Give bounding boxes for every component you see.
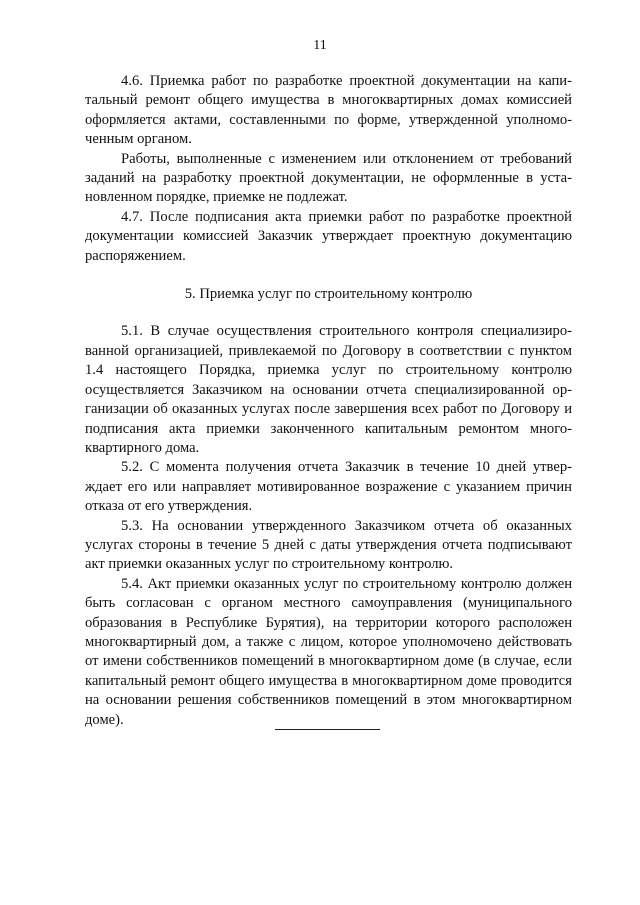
section-heading: 5. Приемка услуг по строительному контролю (184, 286, 473, 303)
paragraph-5-2: 5.2. С момента получения отчета Заказчик в течение 10 дней утверждает его или направляет мотивированное возражение с указанием причин отказа от его утверждения. (85, 459, 572, 515)
paragraph-5-3: 5.3. На основании утвержденного Заказчиком отчета об оказанных услугах стороны в течение 5 дней с даты утверждения отчета подписывают акт приемки оказанных услуг по строительному контролю. (85, 517, 572, 573)
paragraph-4-6-works: Работы, выполненные с изменением или отклонением от требований заданий на разработку проектной документации, не оформленные в установленном порядке, приемке не подлежат. (85, 150, 572, 206)
page-number: 11 (313, 38, 327, 53)
paragraph-4-6: 4.6. Приемка работ по разработке проектной документации на капитальный ремонт общего имущества в многоквартирных домах комиссией оформляется актами, составленными по форме, утвержденной уполномоченным органом. (85, 73, 572, 148)
paragraph-5-1: 5.1. В случае осуществления строительного контроля специализированной организацией, привлекаемой по Договору в соответствии с пунктом 1.4 настоящего Порядка, приемка услуг по строительному контролю осуществляется Заказчиком на основании отчета специализированной организации об оказанных услугах после завершения всех работ по Договору и подписания акта приемки законченного капитальным ремонтом многоквартирного дома. (85, 323, 572, 456)
document-body (85, 72, 572, 730)
paragraph-4-7: 4.7. После подписания акта приемки работ по разработке проектной документации комиссией Заказчик утверждает проектную документацию распоряжением. (85, 208, 572, 264)
end-of-document-rule (275, 729, 380, 730)
paragraph-5-4: 5.4. Акт приемки оказанных услуг по строительному контролю должен быть согласован с органом местного самоуправления (муниципального образования в Республике Бурятия), на территории которого расположен многоквартирный дом, а также с лицом, которое уполномочено действовать от имени собственников помещений в многоквартирном доме (в случае, если капитальный ремонт общего имущества в многоквартирном доме проводится на основании решения собственников помещений в этом многоквартирном доме). (85, 575, 572, 728)
